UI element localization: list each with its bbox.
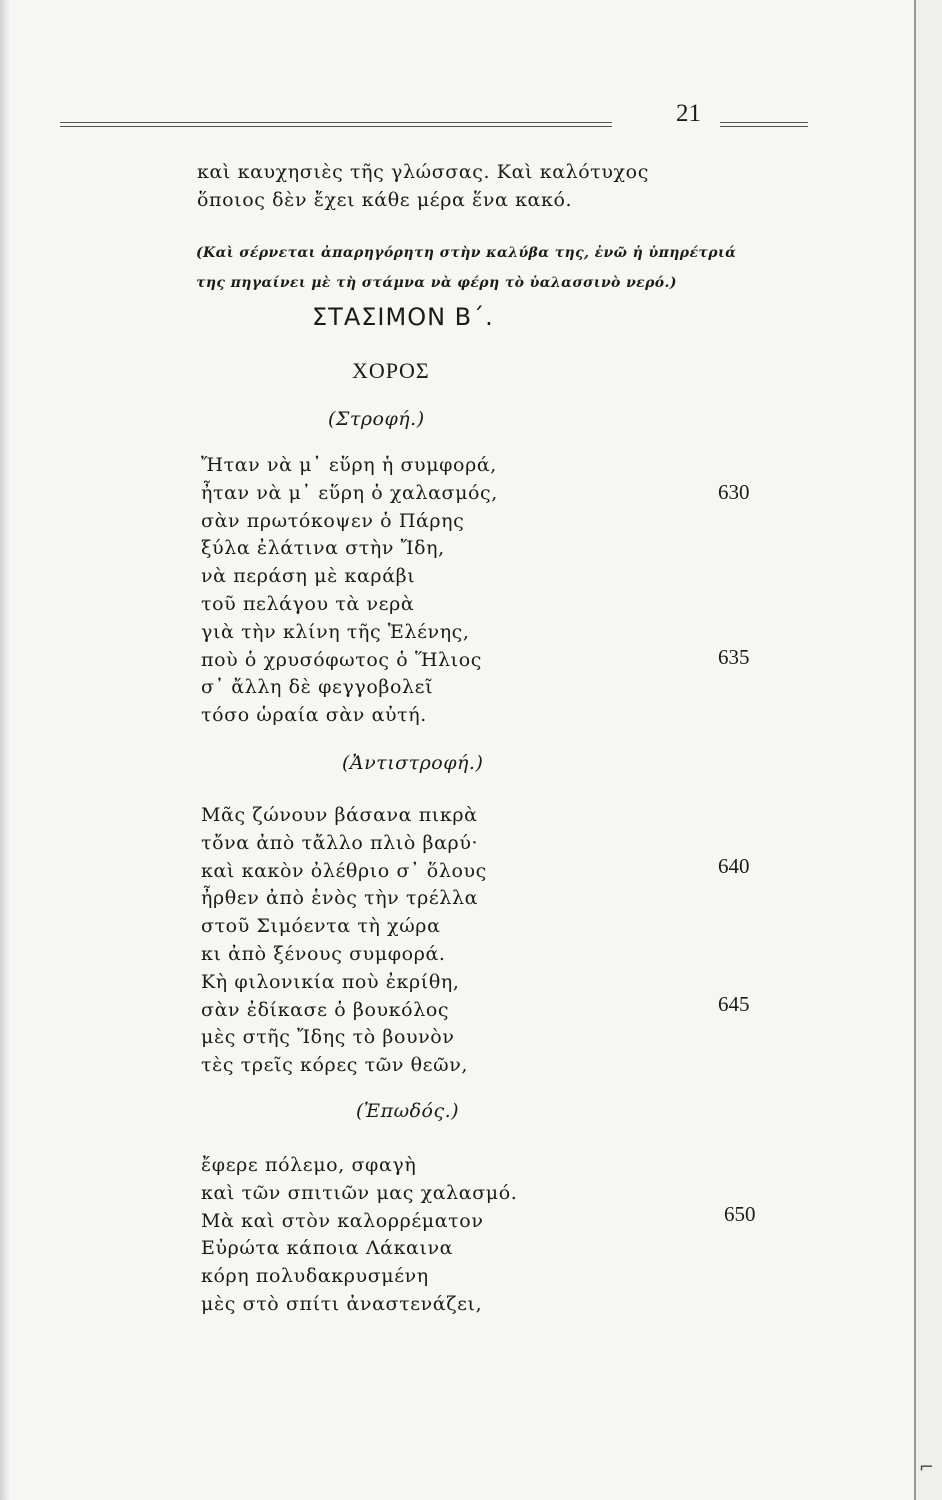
verse-line: κόρη πολυδακρυσμένη: [201, 1265, 429, 1288]
verse-line: σὰν ἐδίκασε ὁ βουκόλος: [201, 998, 450, 1021]
verse-line: σὰν πρωτόκοψεν ὁ Πάρης: [201, 509, 465, 532]
intro-text: [197, 158, 677, 214]
verse-line: Μὰ καὶ στὸν καλορρέματον: [201, 1209, 484, 1232]
intro-line: ὅποιος δὲν ἔχει κάθε μέρα ἕνα κακό.: [197, 189, 573, 211]
stasimon-heading: ΣΤΑΣΙΜΟΝ Β΄.: [312, 303, 494, 331]
line-number: 645: [718, 992, 750, 1016]
epode-verses: [201, 1152, 681, 1319]
verse-line: τὲς τρεῖς κόρες τῶν θεῶν,: [201, 1054, 469, 1077]
antistrophe-label: (Ἀντιστροφή.): [342, 752, 484, 774]
epode-label: (Ἐπωδός.): [356, 1100, 460, 1122]
verse-line: μὲς στῆς Ἴδης τὸ βουνὸν: [201, 1026, 455, 1049]
verse-line: Ἤταν νὰ μ᾿ εὕρη ἡ συμφορά,: [201, 454, 497, 476]
line-number: 635: [718, 645, 750, 669]
verse-line: κι ἀπὸ ξένους συμφορά.: [201, 942, 446, 965]
stage-direction-line: (Καὶ σέρνεται ἀπαρηγόρητη στὴν καλύβα της, ἐνῶ ἡ ὑπηρέτριά: [196, 245, 737, 261]
header-rule-right: [720, 122, 808, 127]
verse-line: στοῦ Σιμόεντα τὴ χώρα: [201, 915, 441, 938]
choros-heading: ΧΟΡΟΣ: [352, 358, 430, 383]
verse-line: ποὺ ὁ χρυσόφωτος ὁ Ἥλιος: [201, 648, 482, 671]
page-right-edge: [914, 0, 942, 1500]
verse-line: Μᾶς ζώνουν βάσανα πικρὰ: [201, 804, 478, 826]
line-number: 640: [718, 854, 750, 878]
verse-line: καὶ κακὸν ὀλέθριο σ᾿ ὅλους: [201, 859, 487, 882]
page-number: 21: [676, 100, 701, 127]
line-number: 650: [724, 1202, 756, 1226]
running-header: [60, 96, 750, 132]
verse-line: ἦταν νὰ μ᾿ εὕρη ὁ χαλασμός,: [201, 481, 498, 504]
verse-line: νὰ περάση μὲ καράβι: [201, 565, 416, 588]
strophe-verses: [201, 452, 681, 730]
antistrophe-verses: [201, 802, 681, 1080]
verse-line: γιὰ τὴν κλίνη τῆς Ἑλένης,: [201, 620, 470, 643]
verse-line: ἦρθεν ἀπὸ ἑνὸς τὴν τρέλλα: [201, 887, 479, 910]
verse-line: τοῦ πελάγου τὰ νερὰ: [201, 592, 415, 615]
page-binding-edge: [0, 0, 10, 1500]
verse-line: Κὴ φιλονικία ποὺ ἐκρίθη,: [201, 970, 460, 993]
verse-line: σ᾿ ἄλλη δὲ φεγγοβολεῖ: [201, 676, 434, 699]
page-corner-mark: ⌐: [918, 1457, 934, 1478]
verse-line: τόσο ὡραία σὰν αὐτή.: [201, 704, 427, 727]
stage-direction-line: της πηγαίνει μὲ τὴ στάμνα νὰ φέρη τὸ ὑαλασσινὸ νερό.): [196, 275, 677, 291]
verse-line: μὲς στὸ σπίτι ἀναστενάζει,: [201, 1292, 483, 1315]
line-number: 630: [718, 480, 750, 504]
verse-line: ἔφερε πόλεμο, σφαγὴ: [201, 1154, 417, 1176]
verse-line: ξύλα ἐλάτινα στὴν Ἴδη,: [201, 537, 445, 560]
verse-line: καὶ τῶν σπιτιῶν μας χαλασμό.: [201, 1181, 518, 1204]
strophe-label: (Στροφή.): [328, 408, 425, 430]
verse-line: τὄνα ἀπὸ τἄλλο πλιὸ βαρύ·: [201, 831, 479, 854]
header-rule-left: [60, 122, 612, 127]
intro-line: καὶ καυχησιὲς τῆς γλώσσας. Καὶ καλότυχος: [197, 161, 649, 183]
verse-line: Εὐρώτα κάποια Λάκαινα: [201, 1237, 454, 1260]
stage-direction: [196, 238, 776, 298]
